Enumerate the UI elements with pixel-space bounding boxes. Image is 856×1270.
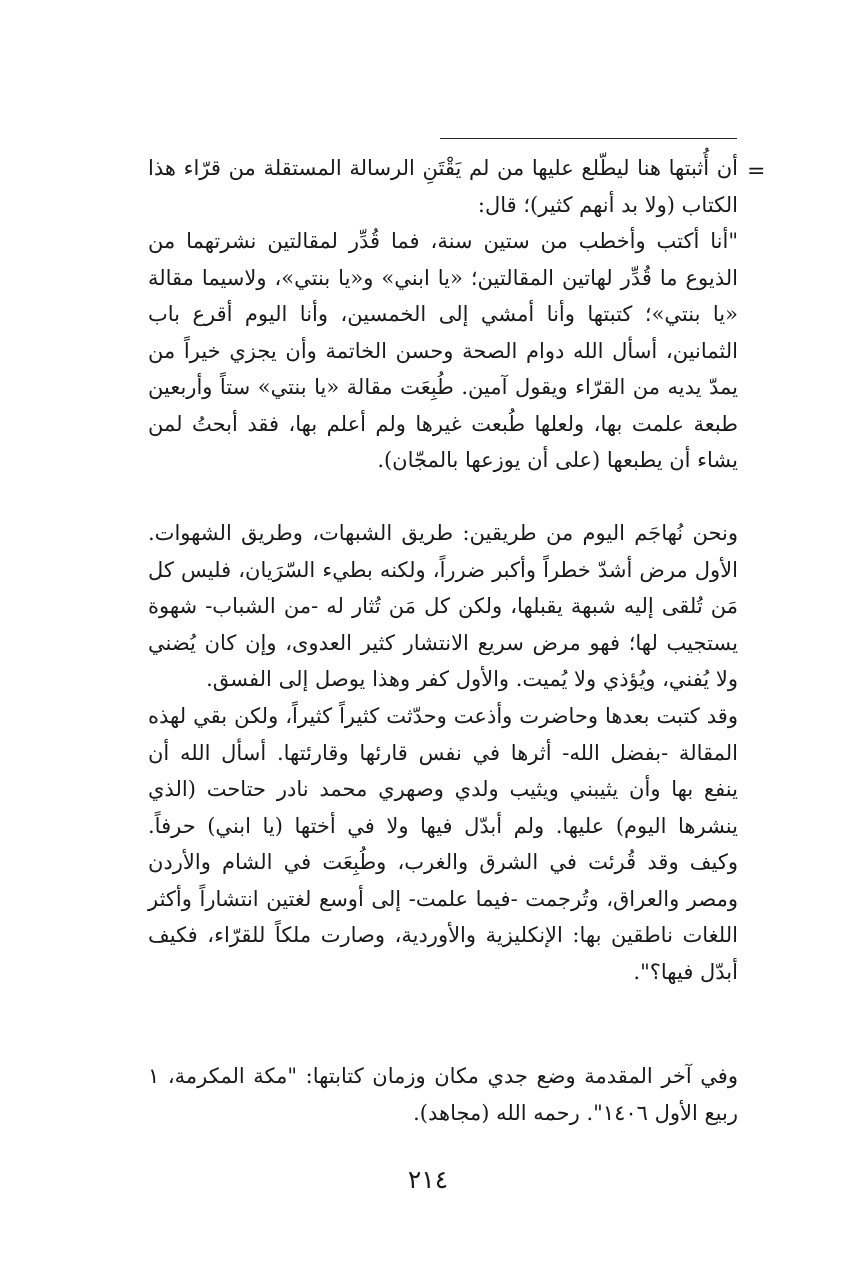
footnote-separator xyxy=(440,138,737,139)
page-number: ٢١٤ xyxy=(407,1165,449,1194)
quoted-paragraph-3: وقد كتبت بعدها وحاضرت وأذعت وحدّثت كثيراً كثيراً، ولكن بقي لهذه المقالة -بفضل الله- أثرها في نفس قارئها وقارئتها. أسأل الله أن ينفع بها وأن يثيبني ويثيب ولدي وصهري محمد نادر حتاحت (الذي ينشرها اليوم) عليها. ولم أبدّل فيها ولا في أختها (يا ابني) حرفاً. وكيف وقد قُرئت في الشرق والغرب، وطُبِعَت في الشام والأردن ومصر والعراق، وتُرجمت -فيما علمت- إلى أوسع لغتين انتشاراً وأكثر اللغات ناطقين بها: الإنكليزية والأوردية، وصارت ملكاً للقرّاء، فكيف أبدّل فيها؟". xyxy=(148,704,738,984)
quoted-paragraph-2: ونحن نُهاجَم اليوم من طريقين: طريق الشبهات، وطريق الشهوات. الأول مرض أشدّ خطراً وأكبر ضرراً، ولكنه بطيء السّرَيان، فليس كل مَن تُلقى إليه شبهة يقبلها، ولكن كل مَن تُثار له -من الشباب- شهوة يستجيب لها؛ فهو مرض سريع الانتشار كثير العدوى، وإن كان يُضني ولا يُفني، ويُؤذي ولا يُميت. والأول كفر وهذا يوصل إلى الفسق. xyxy=(148,521,738,691)
quoted-paragraph-1: "أنا أكتب وأخطب من ستين سنة، فما قُدِّر لمقالتين نشرتهما من الذيوع ما قُدِّر لهاتين المقالتين؛ «يا ابني» و«يا بنتي»، ولاسيما مقالة «يا بنتي»؛ كتبتها وأنا أمشي إلى الخمسين، وأنا اليوم أقرع باب الثمانين، أسأل الله دوام الصحة وحسن الخاتمة وأن يجزي خيراً من يمدّ يديه من القرّاء ويقول آمين. طُبِعَت مقالة «يا بنتي» ستاً وأربعين طبعة علمت بها، ولعلها طُبعت غيرها ولم أعلم بها، فقد أبحتُ لمن يشاء أن يطبعها (على أن يوزعها بالمجّان). xyxy=(148,229,738,472)
footnote-continuation-mark: = xyxy=(747,159,766,184)
closing-note-paragraph: وفي آخر المقدمة وضع جدي مكان وزمان كتابتها: "مكة المكرمة، ١ ربيع الأول ١٤٠٦". رحمه الله (مجاهد). xyxy=(148,1064,738,1125)
footnote-intro-paragraph: أن أُثبتها هنا ليطّلع عليها من لم يَقْتَنِ الرسالة المستقلة من قرّاء هذا الكتاب (ولا بد أنهم كثير)؛ قال: xyxy=(148,156,738,217)
